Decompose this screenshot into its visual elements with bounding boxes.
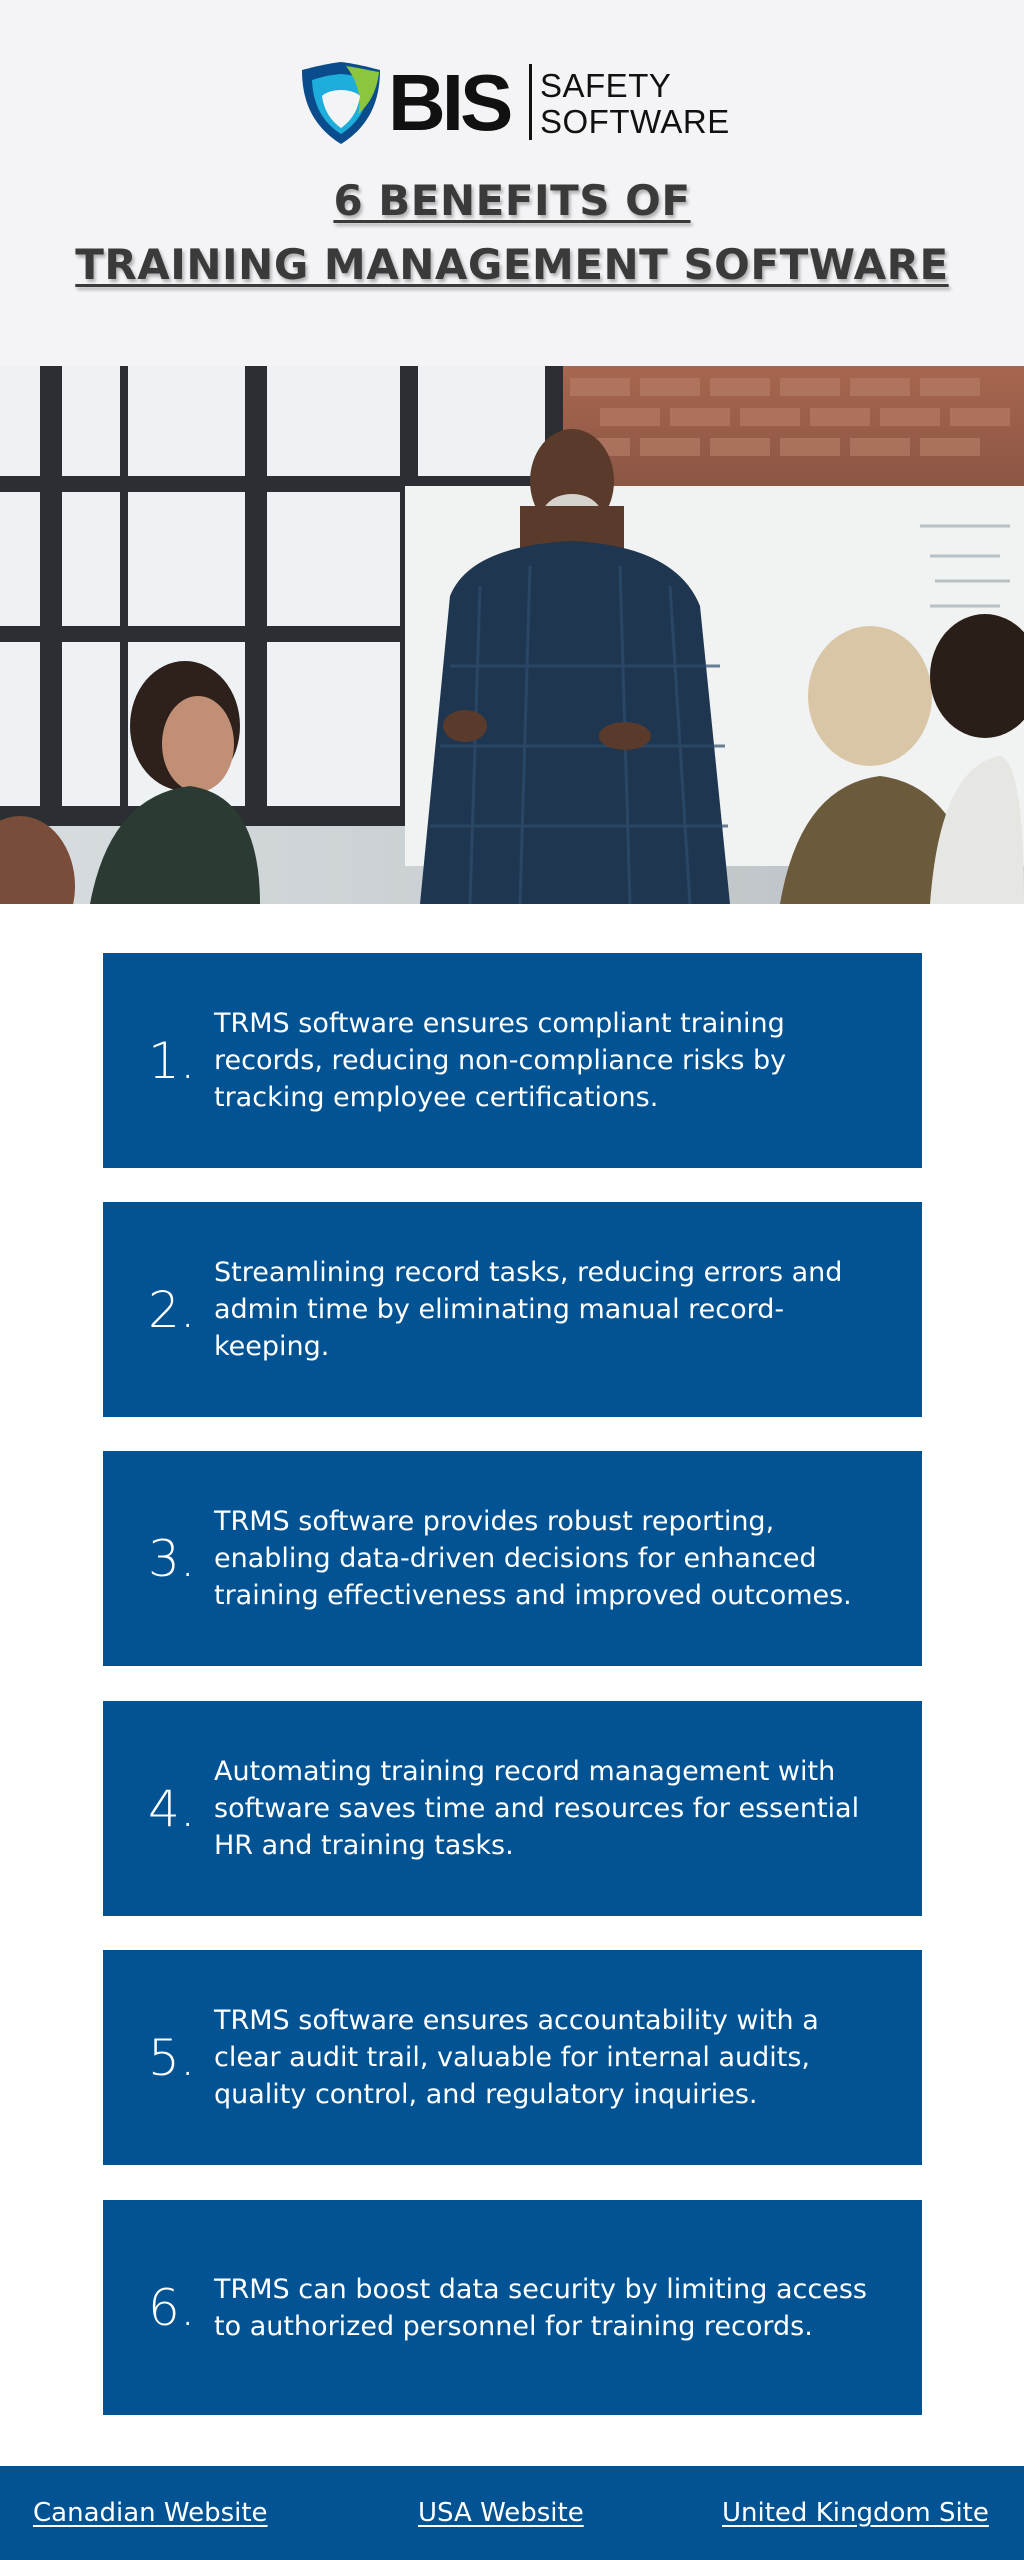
benefit-card	[103, 1950, 922, 2165]
header	[0, 0, 1024, 366]
benefit-number: 1.	[148, 1031, 196, 1090]
benefit-text: Automating training record management with software saves time and resources for essential HR and training tasks.	[214, 1756, 860, 1861]
benefit-card	[103, 1701, 922, 1916]
logo-wordmark: BIS	[388, 58, 510, 147]
usa-website-link[interactable]: USA Website	[418, 2498, 584, 2528]
canadian-website-link[interactable]: Canadian Website	[33, 2498, 268, 2528]
benefit-number: 5.	[148, 2028, 196, 2087]
benefit-text: TRMS software provides robust reporting, enabling data-driven decisions for enhanced training effectiveness and improved outcomes.	[214, 1506, 852, 1611]
benefit-number: 4.	[148, 1779, 196, 1838]
footer	[0, 2466, 1024, 2560]
benefit-text: TRMS software ensures compliant training records, reducing non-compliance risks by tracking employee certifications.	[214, 1008, 787, 1113]
logo-divider	[529, 64, 532, 140]
benefit-card	[103, 2200, 922, 2415]
benefit-text: TRMS software ensures accountability with a clear audit trail, valuable for internal audits, quality control, and regulatory inquiries.	[214, 2005, 819, 2110]
benefit-card	[103, 1451, 922, 1666]
benefit-text: TRMS can boost data security by limiting access to authorized personnel for training records.	[214, 2273, 867, 2342]
training-presenter-photo-icon	[0, 366, 1024, 904]
shield-logo-icon	[300, 60, 382, 146]
united-kingdom-site-link[interactable]: United Kingdom Site	[722, 2498, 989, 2528]
benefit-card	[103, 953, 922, 1168]
logo-line-2: SOFTWARE	[540, 103, 730, 140]
bis-safety-software-logo[interactable]	[300, 58, 730, 148]
benefit-number: 2.	[148, 1280, 196, 1339]
benefit-card	[103, 1202, 922, 1417]
page-title-line-2: TRAINING MANAGEMENT SOFTWARE	[75, 240, 949, 289]
page-title-line-1: 6 BENEFITS OF	[333, 176, 691, 225]
hero-photo	[0, 366, 1024, 904]
logo-line-1: SAFETY	[540, 67, 672, 104]
benefit-number: 6.	[148, 2278, 196, 2337]
benefit-text: Streamlining record tasks, reducing errors and admin time by eliminating manual record-keeping.	[214, 1257, 843, 1362]
benefit-number: 3.	[148, 1529, 196, 1588]
